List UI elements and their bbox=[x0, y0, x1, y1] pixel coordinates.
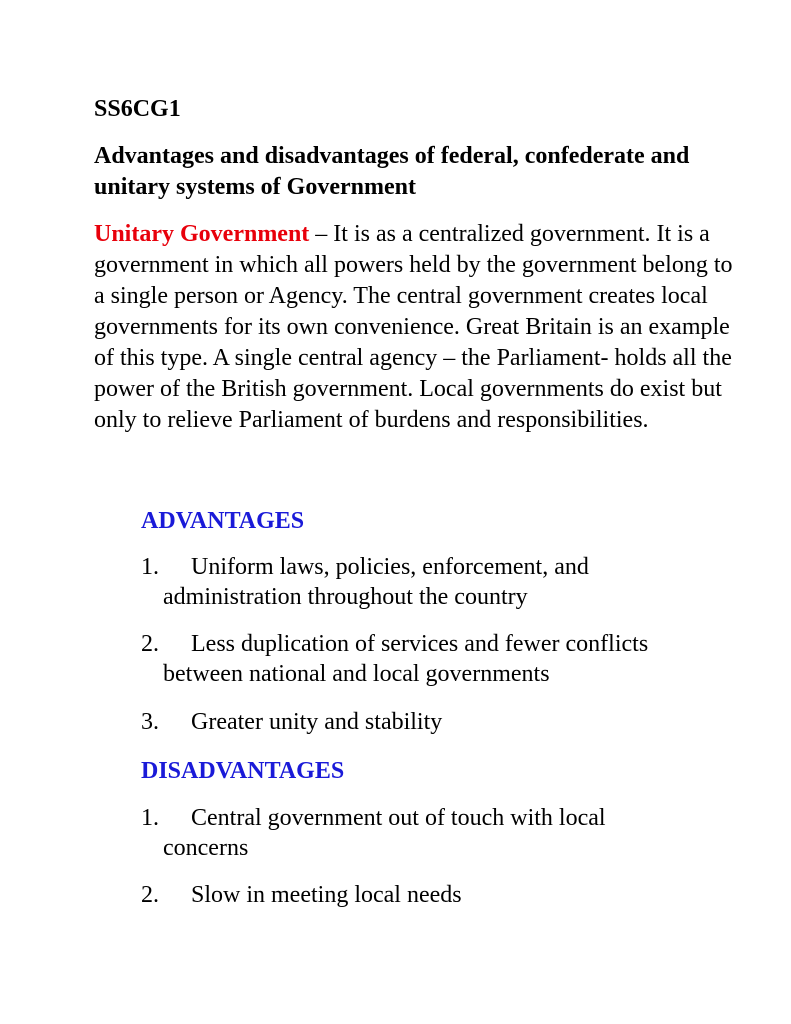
document-title: Advantages and disadvantages of federal, confederate and unitary systems of Government bbox=[94, 143, 690, 200]
intro-paragraph bbox=[94, 219, 734, 436]
advantage-text-2a: Less duplication of services and fewer conflicts bbox=[191, 631, 649, 657]
intro-text: – It is as a centralized government. It is a government in which all powers held by the government belong to a single person or Agency. The central government creates local governments for its own convenience. Great Britain is an example of this type. A single central agency – the Parliament- holds all the power of the British government. Local governments do exist but only to relieve Parliament of burdens and responsibilities. bbox=[94, 221, 733, 433]
advantage-item-3 bbox=[141, 707, 701, 737]
advantage-item-2 bbox=[141, 629, 701, 689]
advantages-heading: ADVANTAGES bbox=[141, 508, 305, 534]
advantage-number-1: 1. bbox=[141, 554, 159, 580]
disadvantages-heading: DISADVANTAGES bbox=[141, 758, 345, 784]
disadvantage-text-1a: Central government out of touch with local bbox=[191, 805, 606, 831]
advantage-number-2: 2. bbox=[141, 631, 159, 657]
disadvantage-number-1: 1. bbox=[141, 805, 159, 831]
standard-code: SS6CG1 bbox=[94, 96, 181, 122]
disadvantage-item-2 bbox=[141, 880, 701, 910]
disadvantage-text-1b: concerns bbox=[163, 835, 249, 861]
advantage-number-3: 3. bbox=[141, 709, 159, 735]
advantage-item-1 bbox=[141, 552, 701, 612]
advantage-text-1b: administration throughout the country bbox=[163, 584, 528, 610]
disadvantage-item-1 bbox=[141, 803, 701, 863]
advantage-text-1a: Uniform laws, policies, enforcement, and bbox=[191, 554, 589, 580]
term-unitary-government: Unitary Government bbox=[94, 221, 310, 247]
disadvantage-text-2a: Slow in meeting local needs bbox=[191, 882, 462, 908]
disadvantage-number-2: 2. bbox=[141, 882, 159, 908]
advantage-text-2b: between national and local governments bbox=[163, 661, 550, 687]
advantage-text-3a: Greater unity and stability bbox=[191, 709, 443, 735]
